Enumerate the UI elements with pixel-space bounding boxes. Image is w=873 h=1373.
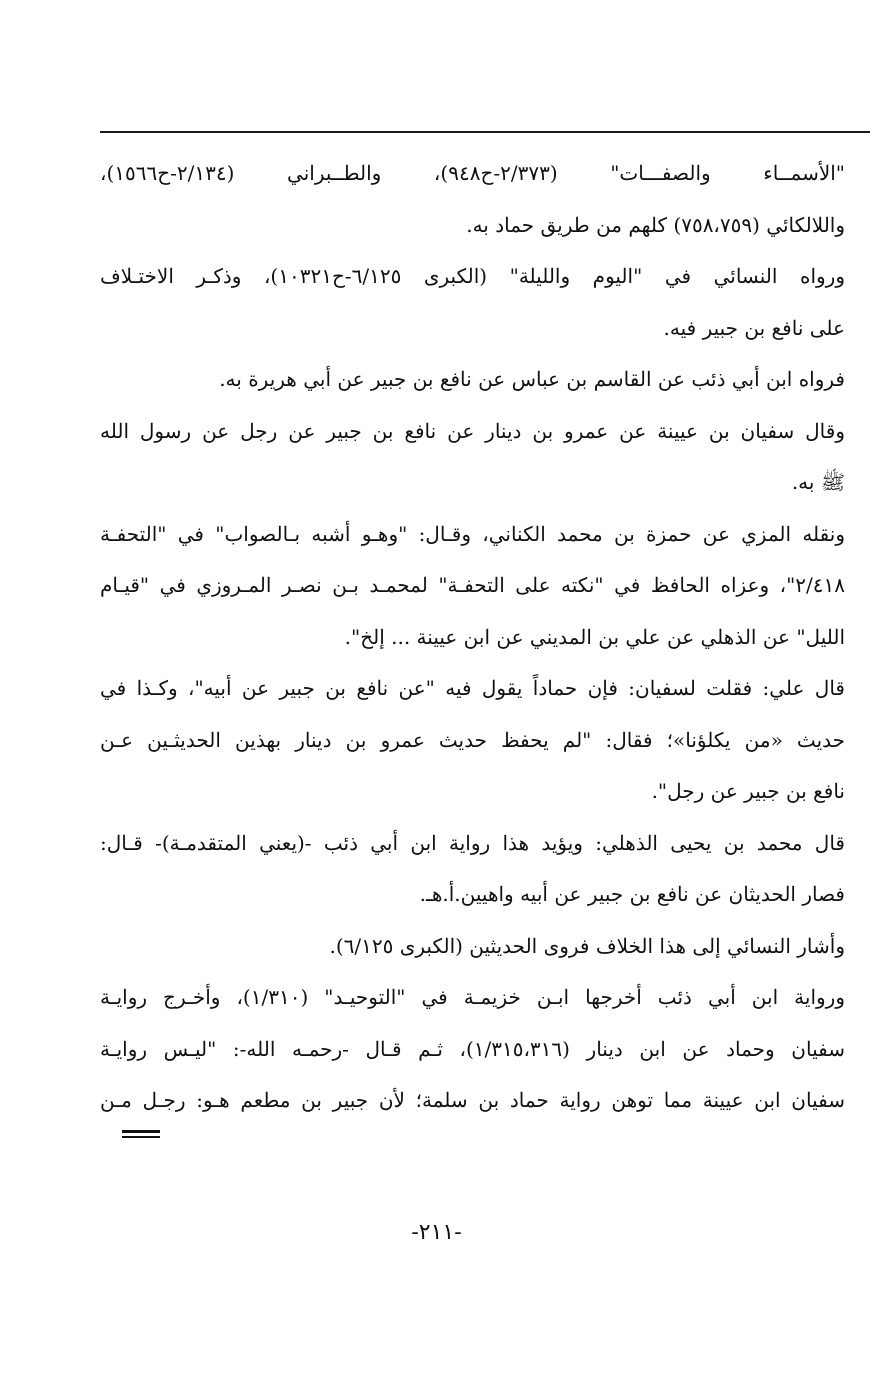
text-line: ﷺ به. xyxy=(791,470,845,494)
page-number: -٢١١- xyxy=(411,1220,462,1245)
continuation-mark xyxy=(122,1130,160,1140)
text-line: الليل" عن الذهلي عن علي بن المديني عن ابن عيينة ... إلخ". xyxy=(344,624,845,649)
text-line: على نافع بن جبير فيه. xyxy=(663,315,845,340)
text-line: قال علي: فقلت لسفيان: فإن حماداً يقول فيه "عن نافع بن جبير عن أبيه"، وكـذا في xyxy=(100,676,845,700)
text-line: فصار الحديثان عن نافع بن جبير عن أبيه واهيين.أ.هـ. xyxy=(419,882,845,906)
text-line: فرواه ابن أبي ذئب عن القاسم بن عباس عن نافع بن جبير عن أبي هريرة به. xyxy=(219,367,845,391)
body-text xyxy=(100,148,845,1127)
text-line: سفيان ابن عيينة مما توهن رواية حماد بن سلمة؛ لأن جبير بن مطعم هـو: رجـل مـن xyxy=(100,1088,845,1112)
text-line: ورواه النسائي في "اليوم والليلة" (الكبرى ٦/١٢٥-ح١٠٣٢١)، وذكـر الاختـلاف xyxy=(100,264,845,288)
text-line: وأشار النسائي إلى هذا الخلاف فروى الحديثين (الكبرى ٦/١٢٥). xyxy=(329,933,845,958)
text-line: واللالكائي (٧٥٨،٧٥٩) كلهم من طريق حماد به. xyxy=(466,212,845,237)
text-line: ونقله المزي عن حمزة بن محمد الكناني، وقـال: "وهـو أشبه بـالصواب" في "التحفـة xyxy=(100,521,845,546)
text-line: حديث «من يكلؤنا»؛ فقال: "لم يحفظ حديث عمرو بن دينار بهذين الحديثـين عـن xyxy=(100,727,845,752)
header-rule xyxy=(100,131,870,133)
text-line: "الأسمــاء والصفـــات" (٢/٣٧٣-ح٩٤٨)، والطــبراني (٢/١٣٤-ح١٥٦٦)، xyxy=(100,161,845,185)
text-line: سفيان وحماد عن ابن دينار (١/٣١٥،٣١٦)، ثـم قـال -رحمـه الله-: "ليـس روايـة xyxy=(100,1036,845,1061)
text-line: ورواية ابن أبي ذئب أخرجها ابـن خزيمـة في "التوحيـد" (١/٣١٠)، وأخـرج روايـة xyxy=(100,985,845,1009)
text-line: وقال سفيان بن عيينة عن عمرو بن دينار عن نافع بن جبير عن رجل عن رسول الله xyxy=(100,418,845,443)
text-line: ٢/٤١٨"، وعزاه الحافظ في "نكته على التحفـة" لمحمـد بـن نصـر المـروزي في "قيـام xyxy=(100,573,845,597)
text-line: قال محمد بن يحيى الذهلي: ويؤيد هذا رواية ابن أبي ذئب -(يعني المتقدمـة)- قـال: xyxy=(100,830,845,855)
text-line: نافع بن جبير عن رجل". xyxy=(651,779,845,803)
